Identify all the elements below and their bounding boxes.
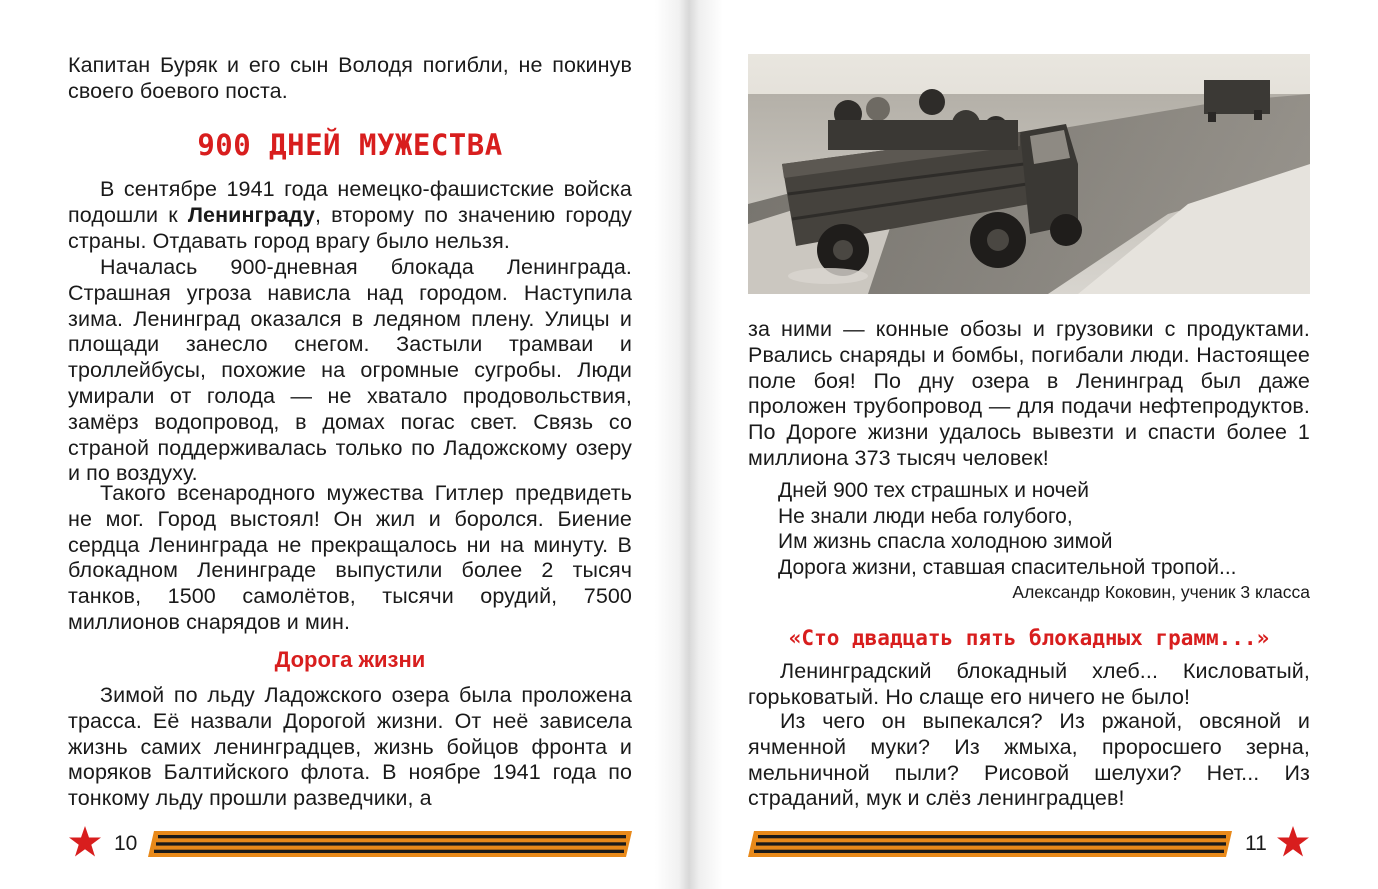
- poem-line: Им жизнь спасла холодною зимой: [778, 530, 1113, 553]
- text-span: , второму по значению городу страны. Отдавать город врагу было нельзя.: [68, 202, 632, 253]
- paragraph-bread-ingredients: Из чего он выпекался? Из ржаной, овсяной и ячменной муки? Из жмыха, проросшего зерна, мельничной пыли? Рисовой шелухи? Нет... Из страданий, мук и слёз ленинградцев!: [748, 709, 1310, 811]
- paragraph-road-of-life: Зимой по льду Ладожского озера была проложена трасса. Её назвали Дорогой жизни. От неё зависела жизнь самих ленинградцев, жизнь бойцов фронта и моряков Балтийского флота. В ноябре 1941 года по тонкому льду прошли разведчики, а: [68, 683, 632, 811]
- poem-line: Не знали люди неба голубого,: [778, 504, 1073, 528]
- photo-trucks-on-ice: [748, 54, 1310, 294]
- paragraph-convoys: за ними — конные обозы и грузовики с продуктами. Рвались снаряды и бомбы, погибали люди. Настоящее поле боя! По дну озера в Ленинград был даже проложен трубопровод — для подачи нефтепродуктов. По Дороге жизни удалось вывезти и спасти более 1 миллиона 373 тысяч человек!: [748, 317, 1310, 470]
- st-george-ribbon-right: [748, 831, 1232, 857]
- subheading-road-of-life: Дорога жизни: [274, 647, 426, 672]
- bold-leningrad: Ленинграду: [187, 202, 315, 227]
- red-star-icon: [68, 825, 102, 859]
- paragraph-bread: Ленинградский блокадный хлеб... Кисловатый, горьковатый. Но слаще его ничего не было!: [748, 659, 1310, 709]
- subheading-125-grams: «Сто двадцать пять блокадных грамм...»: [788, 626, 1270, 650]
- st-george-ribbon-left: [148, 831, 632, 857]
- poem-line: Дней 900 тех страшных и ночей: [778, 479, 1089, 502]
- paragraph-courage: Такого всенародного мужества Гитлер предвидеть не мог. Город выстоял! Он жил и боролся. Биение сердца Ленинграда не прекращалось ни на минуту. В блокадном Ленинграде выпустили более 2 тысяч танков, 1500 самолётов, тысячи орудий, 7500 миллионов снарядов и мин.: [68, 481, 632, 634]
- poem-author: Александр Коковин, ученик 3 класса: [1012, 582, 1310, 602]
- red-star-icon: [1276, 825, 1310, 859]
- poem: [778, 478, 1237, 580]
- intro-paragraph: Капитан Буряк и его сын Володя погибли, не покинув своего боевого поста.: [68, 53, 632, 103]
- page-number-left: 10: [114, 832, 138, 855]
- page-title: 900 ДНЕЙ МУЖЕСТВА: [197, 128, 503, 162]
- poem-line: Дорога жизни, ставшая спасительной тропой...: [778, 555, 1237, 579]
- page-number-right: 11: [1245, 832, 1267, 855]
- text-span: В сентябре 1941 года немецко-фашистские войска подошли к: [68, 177, 632, 227]
- paragraph-blockade: Началась 900-дневная блокада Ленинграда. Страшная угроза нависла над городом. Наступила зима. Ленинград оказался в ледяном плену. Улицы и площади занесло снегом. Застыли трамваи и троллейбусы, похожие на огромные сугробы. Люди умирали от голода — не хватало продовольствия, замёрз водопровод, в домах погас свет. Связь со страной поддерживалась только по Ладожскому озеру и по воздуху.: [68, 255, 632, 486]
- paragraph-september-1941: [68, 177, 632, 254]
